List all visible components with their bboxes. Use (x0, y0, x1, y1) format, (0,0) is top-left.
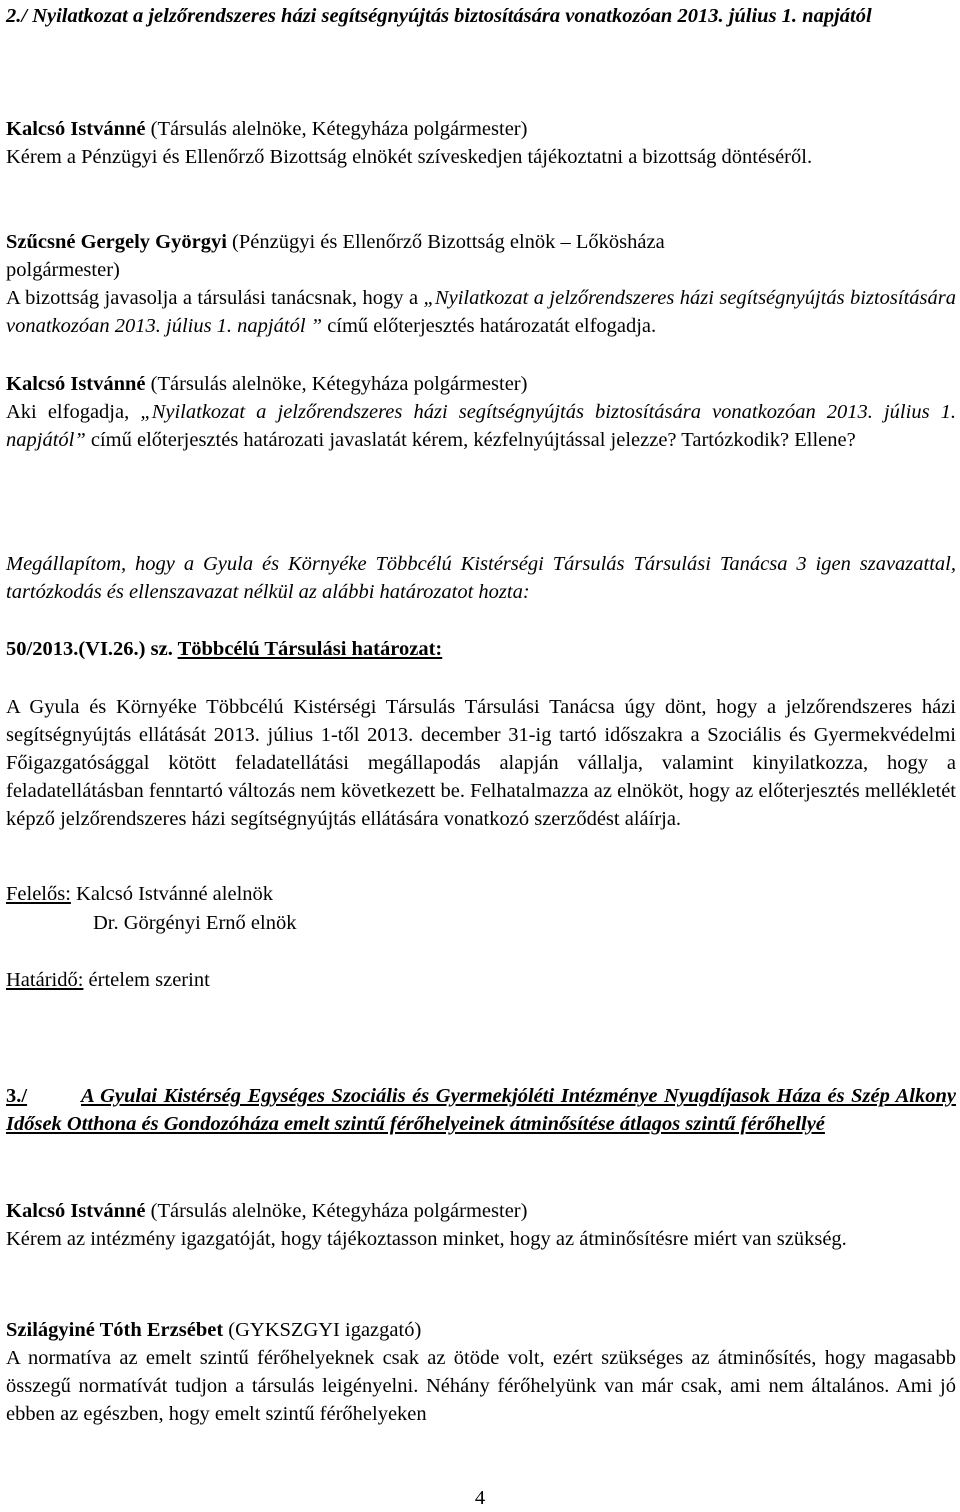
speech-text: Kérem a Pénzügyi és Ellenőrző Bizottság elnökét szíveskedjen tájékoztatni a bizottság döntéséről. (6, 146, 813, 168)
page-number: 4 (474, 1487, 486, 1509)
speech-text-end: című előterjesztés határozati javaslatát kérem, kézfelnyújtással jelezze? Tartózkodik? Ellene? (90, 429, 856, 451)
deadline-line (6, 966, 956, 994)
speech-text: A normatíva az emelt szintű férőhelyeknek csak az ötöde volt, ezért szükséges az átminősítés, hogy magasabb összegű normatívát tudjon a társulás leigényelni. Néhány férőhelyünk van már csak, ami nem általános. Ami jó ebben az egészben, hogy emelt szintű férőhelyeken (6, 1347, 956, 1425)
speech-kalcso-1 (6, 115, 956, 171)
speech-kalcso-2 (6, 370, 956, 454)
speech-szucsne (6, 228, 956, 340)
section-3-heading (6, 1082, 956, 1138)
section-2-heading: 2./ Nyilatkozat a jelzőrendszeres házi segítségnyújtás biztosítására vonatkozóan 2013. július 1. napjától (6, 5, 872, 27)
vote-finding: Megállapítom, hogy a Gyula és Környéke Többcélú Kistérségi Társulás Társulási Tanácsa 3 igen szavazattal, tartózkodás és ellenszavazat nélkül az alábbi határozatot hozta: (6, 553, 956, 603)
resolution-title: Többcélú Társulási határozat: (177, 638, 443, 660)
speech-text-italic: „Nyilatkozat a jelzőrendszeres házi segítségnyújtás biztosítására vonatkozóan 2013. július 1. napjától” (6, 401, 957, 451)
resolution-heading (6, 635, 956, 663)
speech-szilagyine (6, 1316, 956, 1428)
speaker-name: Szilágyiné Tóth Erzsébet (6, 1319, 224, 1341)
responsible-label: Felelős: (6, 883, 71, 905)
speaker-role: (GYKSZGYI igazgató) (223, 1319, 422, 1341)
speaker-name: Kalcsó Istvánné (6, 1200, 146, 1222)
responsible-person-2: Dr. Görgényi Ernő elnök (93, 912, 297, 934)
speech-text-italic: „Nyilatkozat a jelzőrendszeres házi segítségnyújtás biztosítására vonatkozóan 2013. július 1. napjától ” (6, 287, 956, 337)
speech-text: Aki elfogadja, (6, 401, 141, 423)
speaker-role: (Társulás alelnöke, Kétegyháza polgármester) (145, 118, 528, 140)
speech-kalcso-3 (6, 1197, 956, 1253)
speaker-role: (Társulás alelnöke, Kétegyháza polgármester) (145, 373, 528, 395)
responsible-line (6, 880, 956, 908)
speaker-name: Kalcsó Istvánné (6, 373, 146, 395)
deadline-label: Határidő: (6, 969, 84, 991)
speaker-role: (Társulás alelnöke, Kétegyháza polgármester) (145, 1200, 528, 1222)
speaker-role: (Pénzügyi és Ellenőrző Bizottság elnök – Lőkösháza (226, 231, 665, 253)
section-3-number: 3./ (6, 1085, 28, 1107)
speaker-role-continued: polgármester) (6, 259, 120, 281)
resolution-number: 50/2013.(VI.26.) sz. (6, 638, 173, 660)
speech-text-end: című előterjesztés határozatát elfogadja. (327, 315, 657, 337)
resolution-text: A Gyula és Környéke Többcélú Kistérségi Társulás Társulási Tanácsa úgy dönt, hogy a jelzőrendszeres házi segítségnyújtás ellátását 2013. július 1-től 2013. december 31-ig tartó időszakra a Szociális és Gyermekvédelmi Főigazgatósággal kötött feladatellátási megállapodás alapján vállalja, valamint kinyilatkozza, hogy a feladatellátásban fenntartó változás nem következett be. Felhatalmazza az elnököt, hogy az előterjesztés mellékletét képző jelzőrendszeres házi segítségnyújtás ellátására vonatkozó szerződést aláírja. (6, 696, 956, 830)
speaker-name: Kalcsó Istvánné (6, 118, 146, 140)
speaker-name: Szűcsné Gergely Györgyi (6, 231, 227, 253)
section-3-title: A Gyulai Kistérség Egységes Szociális és Gyermekjóléti Intézménye Nyugdíjasok Háza és Szép Alkony Idősek Otthona és Gondozóháza emelt szintű férőhelyeinek átminősítése átlagos szintű férőhellyé (6, 1085, 956, 1135)
responsible-person-1: Kalcsó Istvánné alelnök (70, 883, 274, 905)
speech-text: Kérem az intézmény igazgatóját, hogy tájékoztasson minket, hogy az átminősítésre miért van szükség. (6, 1228, 847, 1250)
deadline-value: értelem szerint (83, 969, 210, 991)
speech-text: A bizottság javasolja a társulási tanácsnak, hogy a (6, 287, 424, 309)
